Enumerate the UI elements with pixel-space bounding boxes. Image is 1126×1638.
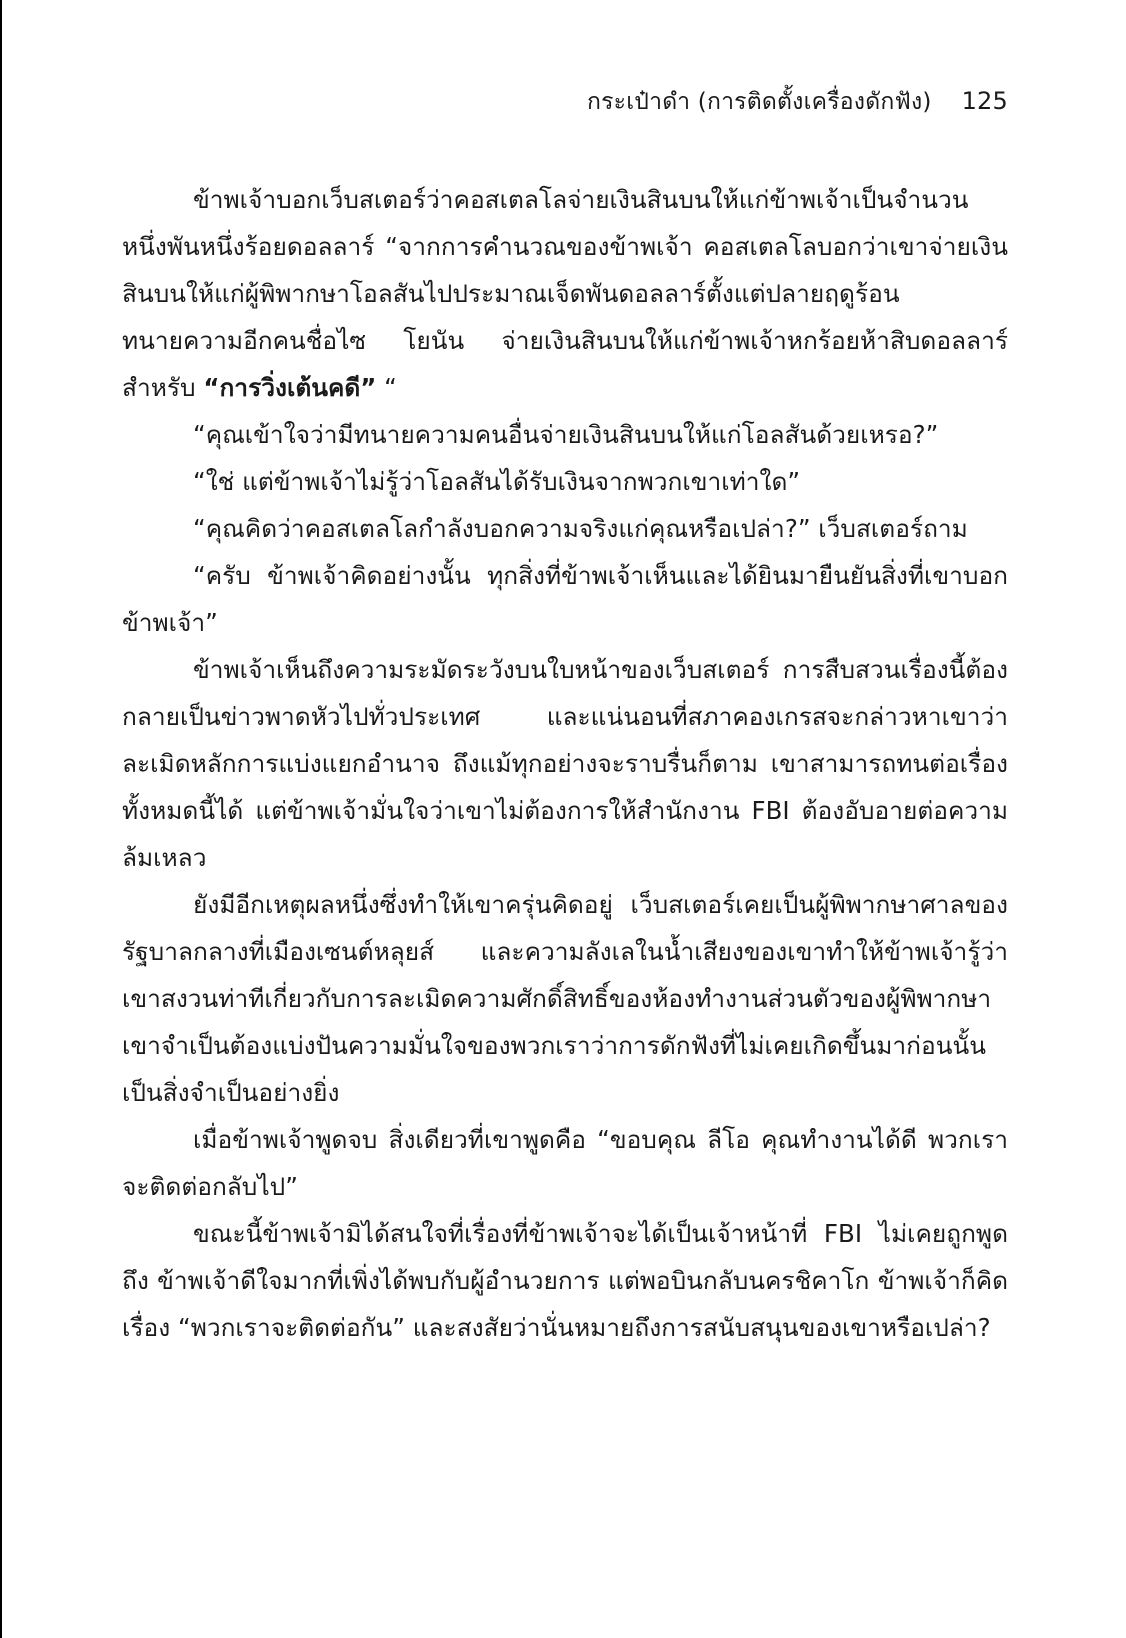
paragraph-6: ข้าพเจ้าเห็นถึงความระมัดระวังบนใบหน้าของเว็บสเตอร์ การสืบสวนเรื่องนี้ต้องกลายเป็นข่าวพาดหัวไปทั่วประเทศ และแน่นอนที่สภาคองเกรสจะกล่าวหาเขาว่าละเมิดหลักการแบ่งแยกอำนาจ ถึงแม้ทุกอย่างจะราบรื่นก็ตาม เขาสามารถทนต่อเรื่องทั้งหมดนี้ได้ แต่ข้าพเจ้ามั่นใจว่าเขาไม่ต้องการให้สำนักงาน FBI ต้องอับอายต่อความล้มเหลว bbox=[122, 655, 1008, 872]
paragraph-5: “ครับ ข้าพเจ้าคิดอย่างนั้น ทุกสิ่งที่ข้าพเจ้าเห็นและได้ยินมายืนยันสิ่งที่เขาบอกข้าพเจ้า” bbox=[122, 561, 1008, 637]
paragraph-3: “ใช่ แต่ข้าพเจ้าไม่รู้ว่าโอลสันได้รับเงินจากพวกเขาเท่าใด” bbox=[193, 467, 801, 496]
paragraph-1-tail: “ bbox=[376, 373, 397, 402]
chapter-title: กระเป๋าดำ (การติดตั้งเครื่องดักฟัง) bbox=[587, 89, 932, 115]
paragraph-1-lead: ข้าพเจ้าบอกเว็บสเตอร์ว่าคอสเตลโลจ่ายเงินสินบนให้แก่ข้าพเจ้าเป็นจำนวนหนึ่งพันหนึ่งร้อยดอลลาร์ “จากการคำนวณของข้าพเจ้า คอสเตลโลบอกว่าเขาจ่ายเงินสินบนให้แก่ผู้พิพากษาโอลสันไปประมาณเจ็ดพันดอลลาร์ตั้งแต่ปลายฤดูร้อน ทนายความอีกคนชื่อไซ โยนัน จ่ายเงินสินบนให้แก่ข้าพเจ้าหกร้อยห้าสิบดอลลาร์ สำหรับ bbox=[122, 185, 1008, 402]
paragraph-4: “คุณคิดว่าคอสเตลโลกำลังบอกความจริงแก่คุณหรือเปล่า?” เว็บสเตอร์ถาม bbox=[193, 514, 968, 543]
running-header bbox=[587, 86, 1008, 117]
page-number: 125 bbox=[961, 87, 1008, 115]
paragraph-2: “คุณเข้าใจว่ามีทนายความคนอื่นจ่ายเงินสินบนให้แก่โอลสันด้วยเหรอ?” bbox=[193, 420, 939, 449]
paragraph-8: เมื่อข้าพเจ้าพูดจบ สิ่งเดียวที่เขาพูดคือ “ขอบคุณ ลีโอ คุณทำงานได้ดี พวกเราจะติดต่อกลับไป” bbox=[122, 1125, 1008, 1201]
body-text bbox=[122, 176, 1008, 1351]
emphasis-phrase: “การวิ่งเต้นคดี” bbox=[203, 373, 377, 402]
paragraph-9: ขณะนี้ข้าพเจ้ามิได้สนใจที่เรื่องที่ข้าพเจ้าจะได้เป็นเจ้าหน้าที่ FBI ไม่เคยถูกพูดถึง ข้าพเจ้าดีใจมากที่เพิ่งได้พบกับผู้อำนวยการ แต่พอบินกลับนครชิคาโก ข้าพเจ้าก็คิดเรื่อง “พวกเราจะติดต่อกัน” และสงสัยว่านั่นหมายถึงการสนับสนุนของเขาหรือเปล่า? bbox=[122, 1219, 1008, 1342]
paragraph-1 bbox=[122, 176, 1008, 411]
paragraph-7: ยังมีอีกเหตุผลหนึ่งซึ่งทำให้เขาครุ่นคิดอยู่ เว็บสเตอร์เคยเป็นผู้พิพากษาศาลของรัฐบาลกลางที่เมืองเซนต์หลุยส์ และความลังเลในน้ำเสียงของเขาทำให้ข้าพเจ้ารู้ว่าเขาสงวนท่าทีเกี่ยวกับการละเมิดความศักดิ์สิทธิ์ของห้องทำงานส่วนตัวของผู้พิพากษา เขาจำเป็นต้องแบ่งปันความมั่นใจของพวกเราว่าการดักฟังที่ไม่เคยเกิดขึ้นมาก่อนนั้นเป็นสิ่งจำเป็นอย่างยิ่ง bbox=[122, 890, 1008, 1107]
